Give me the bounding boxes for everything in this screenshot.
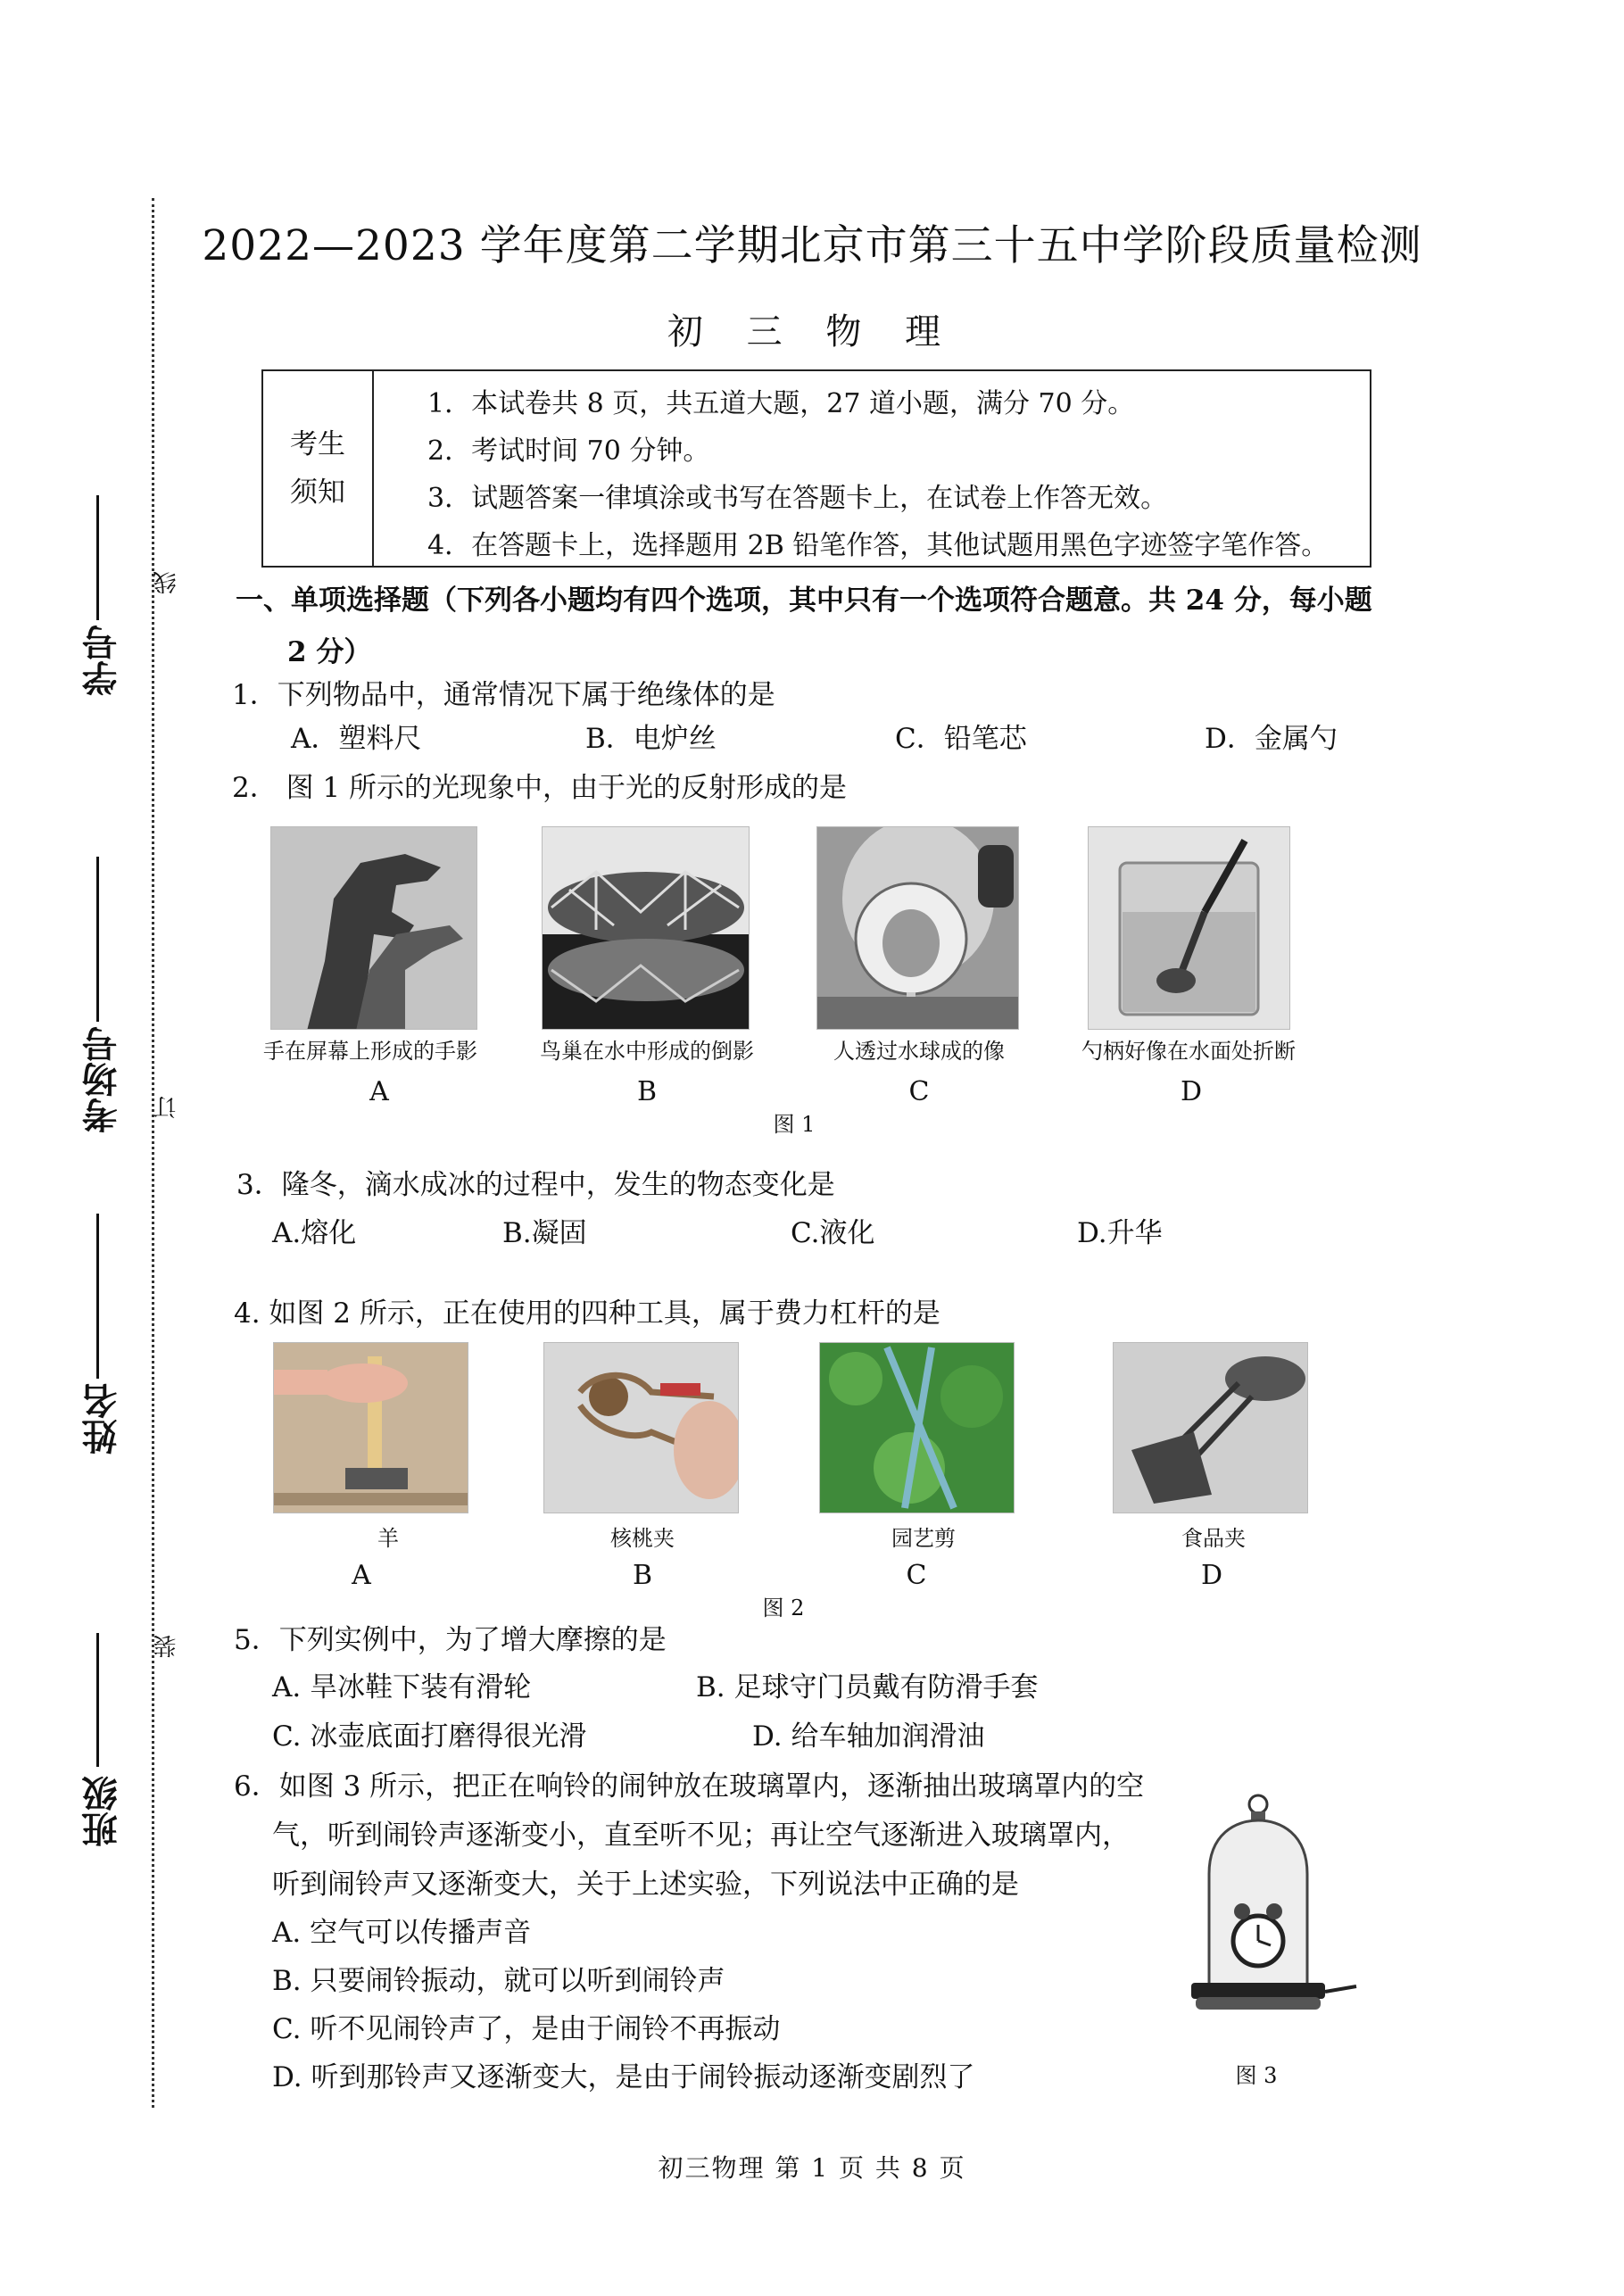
figure-2-letter-a: A (352, 1560, 371, 1591)
figure-1-letter-b: B (636, 1076, 658, 1107)
question-6-stem-cont: 气，听到闹铃声逐渐变小，直至听不见；再让空气逐渐进入玻璃罩内， (272, 1819, 1130, 1852)
bird-nest-reflection-photo (542, 826, 750, 1030)
figure-2-letter-c: C (906, 1560, 927, 1591)
section-heading: 一、单项选择题（下列各小题均有四个选项，其中只有一个选项符合题意。共 24 分，每小题 (236, 584, 1372, 617)
figure-2-caption-c: 园艺剪 (891, 1526, 956, 1551)
notice-heading-line: 须知 (290, 477, 345, 509)
question-3-option-d: D.升华 (1077, 1217, 1163, 1249)
hand-shadow-photo (270, 826, 477, 1030)
water-ball-image-photo (816, 826, 1019, 1030)
figure-1-caption-d: 勺柄好像在水面处折断 (1081, 1039, 1296, 1064)
exam-room-blank (96, 857, 99, 1022)
page-footer: 初三物理 第 1 页 共 8 页 (658, 2153, 966, 2183)
figure-1-caption-c: 人透过水球成的像 (833, 1039, 1005, 1064)
figure-1-caption-b: 鸟巢在水中形成的倒影 (540, 1039, 754, 1064)
question-1-option-b: B．电炉丝 (585, 723, 717, 755)
question-4-stem: 4. 如图 2 所示，正在使用的四种工具，属于费力杠杆的是 (234, 1297, 940, 1330)
figure-2-caption-a: 羊 (377, 1526, 399, 1551)
name-label: 姓名 (81, 1383, 123, 1455)
figure-1-letter-c: C (908, 1076, 930, 1107)
notice-list (374, 371, 1370, 566)
question-3-option-a: A.熔化 (272, 1217, 357, 1249)
notice-item: 2．考试时间 70 分钟。 (427, 435, 710, 467)
figure-1-letter-d: D (1180, 1076, 1203, 1107)
question-5-option-c: C. 冰壶底面打磨得很光滑 (272, 1720, 587, 1753)
figure-2-letter-b: B (632, 1560, 653, 1591)
notice-heading-line: 考生 (290, 428, 345, 460)
question-1-stem: 1．下列物品中，通常情况下属于绝缘体的是 (232, 679, 775, 711)
question-5-option-d: D. 给车轴加润滑油 (752, 1720, 985, 1753)
food-tongs-photo (1113, 1342, 1308, 1513)
question-6-stem: 6．如图 3 所示，把正在响铃的闹钟放在玻璃罩内，逐渐抽出玻璃罩内的空 (234, 1770, 1145, 1803)
notice-heading (263, 371, 374, 566)
notice-box (261, 369, 1371, 568)
nutcracker-photo (543, 1342, 739, 1513)
figure-1-caption-a: 手在屏幕上形成的手影 (263, 1039, 477, 1064)
student-id-label: 学号 (81, 625, 123, 696)
notice-item: 3．试题答案一律填涂或书写在答题卡上，在试卷上作答无效。 (427, 483, 1168, 514)
figure-1-letter-a: A (369, 1076, 389, 1107)
question-6-option-c: C. 听不见闹铃声了，是由于闹铃不再振动 (272, 2013, 781, 2045)
figure-2-letter-d: D (1200, 1560, 1223, 1591)
question-6-option-b: B. 只要闹铃振动，就可以听到闹铃声 (272, 1965, 725, 1997)
hammer-photo (273, 1342, 468, 1513)
binding-mark-bind: 装 (153, 1635, 180, 1658)
notice-item: 1．本试卷共 8 页，共五道大题，27 道小题，满分 70 分。 (427, 388, 1135, 419)
binding-mark-line: 线 (153, 571, 180, 594)
student-id-blank (96, 495, 99, 620)
binding-mark-staple: 订 (153, 1096, 180, 1119)
figure-2-caption-d: 食品夹 (1181, 1526, 1246, 1551)
question-5-option-b: B. 足球守门员戴有防滑手套 (696, 1671, 1039, 1703)
question-1-option-c: C．铅笔芯 (895, 723, 1027, 755)
question-3-stem: 3．隆冬，滴水成冰的过程中，发生的物态变化是 (236, 1169, 835, 1201)
binding-dotted-line (152, 198, 154, 2108)
question-3-option-b: B.凝固 (502, 1217, 587, 1249)
exam-room-label: 考场号 (81, 1026, 123, 1133)
figure-2-caption-b: 核桃夹 (610, 1526, 675, 1551)
class-label: 班级 (81, 1776, 123, 1847)
garden-shears-photo (819, 1342, 1015, 1513)
notice-item: 4．在答题卡上，选择题用 2B 铅笔作答，其他试题用黑色字迹签字笔作答。 (427, 530, 1329, 561)
spoon-in-water-photo (1088, 826, 1290, 1030)
exam-subtitle: 初 三 物 理 (667, 311, 957, 352)
question-2-stem: 2． 图 1 所示的光现象中，由于光的反射形成的是 (232, 772, 848, 804)
class-blank (96, 1633, 99, 1767)
figure-2-label: 图 2 (762, 1596, 805, 1620)
question-6-option-a: A. 空气可以传播声音 (272, 1917, 532, 1949)
question-1-option-d: D．金属勺 (1205, 723, 1338, 755)
bell-jar-alarm-clock-figure (1187, 1794, 1365, 2017)
question-6-stem-cont: 听到闹铃声又逐渐变大，关于上述实验，下列说法中正确的是 (272, 1869, 1019, 1901)
figure-3-label: 图 3 (1235, 2063, 1278, 2088)
section-heading-cont: 2 分） (287, 636, 372, 668)
question-5-stem: 5．下列实例中，为了增大摩擦的是 (234, 1624, 667, 1656)
name-blank (96, 1214, 99, 1379)
question-3-option-c: C.液化 (791, 1217, 875, 1249)
figure-1-label: 图 1 (773, 1112, 816, 1137)
question-1-option-a: A．塑料尺 (291, 723, 422, 755)
question-6-option-d: D. 听到那铃声又逐渐变大，是由于闹铃振动逐渐变剧烈了 (272, 2061, 975, 2093)
question-5-option-a: A. 旱冰鞋下装有滑轮 (272, 1671, 532, 1703)
exam-title: 2022—2023 学年度第二学期北京市第三十五中学阶段质量检测 (202, 221, 1422, 270)
